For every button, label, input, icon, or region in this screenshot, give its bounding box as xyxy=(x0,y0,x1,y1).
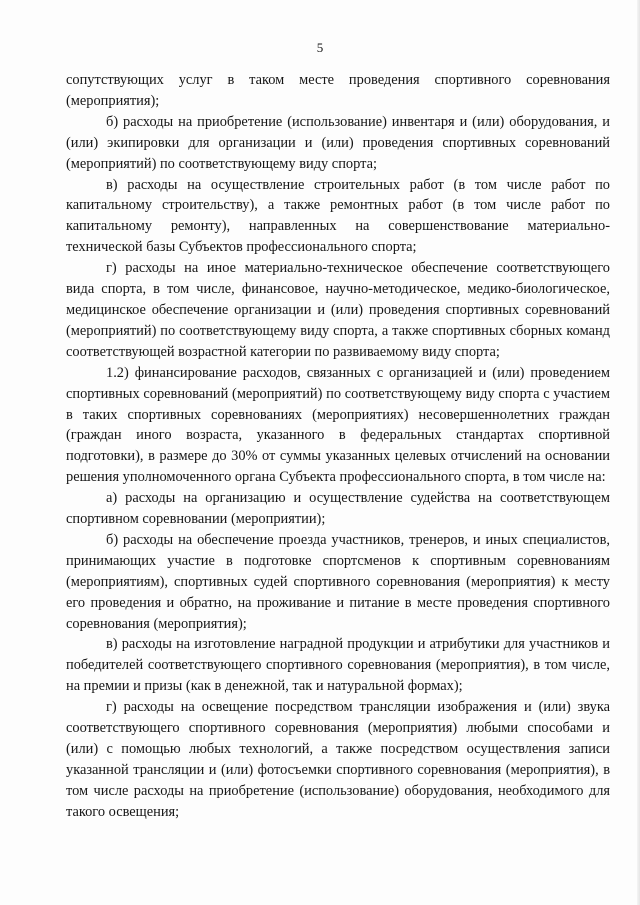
paragraph-item-a-judging: а) расходы на организацию и осуществление судейства на соответствующем спортивном соревновании (мероприятии); xyxy=(66,490,610,528)
paragraph-section-1-2: 1.2) финансирование расходов, связанных с организацией и (или) проведением спортивных соревнований (мероприятий) по соответствующему виду спорта с участием в таких спортивных соревнованиях (мероприятиях) несовершеннолетних граждан (граждан иного возраста, указанного в федеральных стандартах спортивной подготовки), в размере до 30% от суммы указанных целевых отчислений на основании решения уполномоченного органа Субъекта профессионального спорта, в том числе на: xyxy=(66,364,610,486)
page-number: 5 xyxy=(316,40,324,55)
paragraph-item-b-travel: б) расходы на обеспечение проезда участников, тренеров, и иных специалистов, принимающих участие в подготовке спортсменов к спортивным соревнованиям (мероприятиям), спортивных судей спортивного соревнования (мероприятия) к месту его проведения и обратно, на проживание и питание в месте проведения спортивного соревнования (мероприятия); xyxy=(66,531,610,632)
paragraph-item-b-equipment: б) расходы на приобретение (использование) инвентаря и (или) оборудования, и (или) экипировки для организации и (или) проведения спортивных соревнований (мероприятий) по соответствующему виду спорта; xyxy=(66,113,610,172)
document-body xyxy=(66,70,610,823)
paragraph-item-g-material-support: г) расходы на иное материально-техническое обеспечение соответствующего вида спорта, в том числе, финансовое, научно-методическое, медико-биологическое, медицинское обеспечение организации и (или) проведения спортивных соревнований (мероприятий) по соответствующему виду спорта, а также спортивных сборных команд соответствующей возрастной категории по развиваемому виду спорта; xyxy=(66,260,610,360)
paragraph-item-g-broadcast: г) расходы на освещение посредством трансляции изображения и (или) звука соответствующего спортивного соревнования (мероприятия) любыми способами и (или) с помощью любых технологий, а также посредством осуществления записи указанной трансляции и (или) фотосъемки спортивного соревнования (мероприятия), в том числе расходы на приобретение (использование) оборудования, необходимого для такого освещения; xyxy=(66,699,610,820)
paragraph-item-v-awards: в) расходы на изготовление наградной продукции и атрибутики для участников и победителей соответствующего спортивного соревнования (мероприятия), в том числе, на премии и призы (как в денежной, так и натуральной формах); xyxy=(66,636,610,695)
paragraph-item-v-construction: в) расходы на осуществление строительных работ (в том числе работ по капитальному строительству), а также ремонтных работ (в том числе работ по капитальному ремонту), направленных на совершенствование материально-технической базы Субъектов профессионального спорта; xyxy=(66,176,610,256)
paragraph-continuation: сопутствующих услуг в таком месте проведения спортивного соревнования (мероприятия); xyxy=(66,72,610,109)
